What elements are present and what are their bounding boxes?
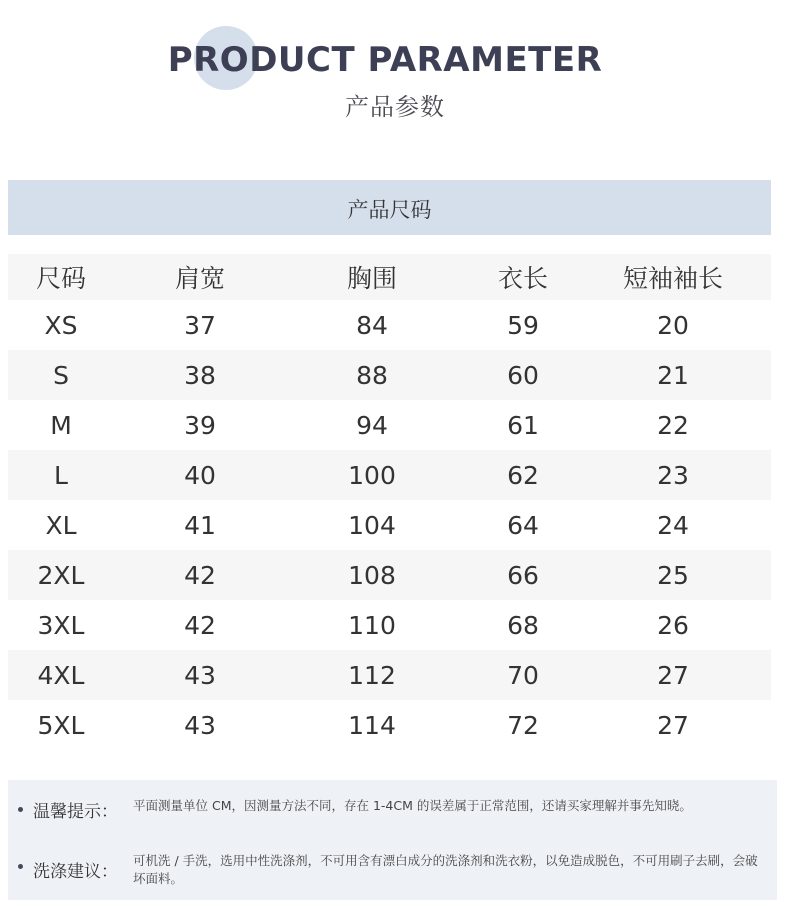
- table-header-row: [8, 254, 771, 300]
- chest-cell: 112: [348, 660, 396, 690]
- length-cell: 61: [507, 410, 539, 440]
- size-cell: 5XL: [37, 710, 85, 740]
- column-header: 短袖袖长: [622, 264, 723, 293]
- table-row: [8, 650, 771, 700]
- shoulder-cell: 38: [184, 360, 216, 390]
- shoulder-cell: 43: [184, 660, 216, 690]
- size-cell: L: [54, 460, 68, 490]
- table-row: [8, 450, 771, 500]
- sleeve-cell: 22: [657, 410, 689, 440]
- note-tip: [18, 797, 763, 822]
- section-title: 产品尺码: [347, 198, 432, 222]
- size-cell: XL: [45, 510, 77, 540]
- sleeve-cell: 23: [657, 460, 689, 490]
- sleeve-cell: 20: [657, 310, 689, 340]
- length-cell: 70: [507, 660, 539, 690]
- size-cell: 2XL: [37, 560, 85, 590]
- note-washing: [18, 852, 763, 888]
- length-cell: 72: [507, 710, 539, 740]
- note-text: 平面测量单位 CM，因测量方法不同，存在 1-4CM 的误差属于正常范围，还请买家理解并事先知晓。: [133, 798, 692, 813]
- note-text: 可机洗 / 手洗，选用中性洗涤剂，不可用含有漂白成分的洗涤剂和洗衣粉，以免造成脱色，不可用刷子去刷，会破坏面料。: [133, 853, 758, 886]
- chest-cell: 88: [356, 360, 388, 390]
- note-label: 温馨提示：: [33, 802, 118, 822]
- chest-cell: 100: [348, 460, 396, 490]
- page-subtitle: 产品参数: [345, 93, 445, 121]
- chest-cell: 84: [356, 310, 388, 340]
- sleeve-cell: 21: [657, 360, 689, 390]
- table-row: [8, 700, 771, 750]
- chest-cell: 94: [356, 410, 388, 440]
- column-header: 胸围: [346, 264, 397, 293]
- bullet-icon: [18, 807, 23, 812]
- table-row: [8, 500, 771, 550]
- shoulder-cell: 40: [184, 460, 216, 490]
- shoulder-cell: 41: [184, 510, 216, 540]
- shoulder-cell: 43: [184, 710, 216, 740]
- length-cell: 62: [507, 460, 539, 490]
- table-row: [8, 550, 771, 600]
- section-header-bar: [8, 180, 771, 235]
- length-cell: 68: [507, 610, 539, 640]
- shoulder-cell: 37: [184, 310, 216, 340]
- chest-cell: 108: [348, 560, 396, 590]
- chest-cell: 114: [348, 710, 396, 740]
- size-table: [8, 254, 771, 750]
- length-cell: 60: [507, 360, 539, 390]
- table-row: [8, 600, 771, 650]
- column-header: 尺码: [35, 264, 86, 293]
- sleeve-cell: 27: [657, 710, 689, 740]
- notes-panel: [8, 780, 777, 900]
- length-cell: 59: [507, 310, 539, 340]
- shoulder-cell: 39: [184, 410, 216, 440]
- column-header: 肩宽: [174, 264, 225, 293]
- length-cell: 64: [507, 510, 539, 540]
- table-row: [8, 400, 771, 450]
- length-cell: 66: [507, 560, 539, 590]
- column-header: 衣长: [497, 264, 548, 293]
- sleeve-cell: 26: [657, 610, 689, 640]
- table-body: [8, 300, 771, 750]
- page-title: PRODUCT PARAMETER: [167, 40, 603, 80]
- size-cell: XS: [44, 310, 78, 340]
- sleeve-cell: 27: [657, 660, 689, 690]
- shoulder-cell: 42: [184, 560, 216, 590]
- sleeve-cell: 25: [657, 560, 689, 590]
- size-cell: M: [50, 410, 72, 440]
- size-cell: 3XL: [37, 610, 85, 640]
- note-label: 洗涤建议：: [33, 862, 118, 882]
- sleeve-cell: 24: [657, 510, 689, 540]
- shoulder-cell: 42: [184, 610, 216, 640]
- size-cell: S: [53, 360, 69, 390]
- bullet-icon: [18, 864, 23, 869]
- table-row: [8, 350, 771, 400]
- chest-cell: 110: [348, 610, 396, 640]
- table-row: [8, 300, 771, 350]
- size-cell: 4XL: [37, 660, 85, 690]
- chest-cell: 104: [348, 510, 396, 540]
